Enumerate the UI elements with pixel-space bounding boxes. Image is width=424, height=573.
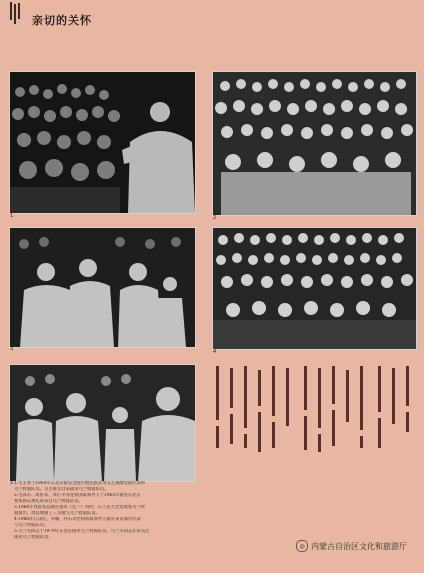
caption-line: 骑演出，周总理接了三首歌与乌兰牧骑队员。 — [14, 511, 100, 516]
photo-number-2: 2 — [213, 215, 217, 221]
page-title: 亲切的关怀 — [32, 14, 92, 27]
photo-4 — [212, 227, 417, 350]
caption-line: 乌兰牧骑队员。毛主席亲自来接见乌兰牧骑队员。 — [14, 487, 109, 492]
photo-number-5: 5 — [10, 480, 14, 486]
caption-line: 参加国庆观礼的来自乌兰牧骑队员。 — [14, 499, 83, 504]
caption-line: 3.1964年周恩来总理在接见（左一）同时，在人民大会堂观看乌兰牧 — [14, 505, 146, 510]
photo-number-4: 4 — [213, 349, 217, 355]
caption-line: 接见乌兰牧骑队员。 — [14, 535, 53, 540]
photo-number-1: 1 — [10, 213, 14, 219]
photo-number-3: 3 — [10, 346, 14, 352]
photo-1 — [9, 71, 196, 214]
photo-2 — [212, 71, 417, 216]
caption-line: 2.毛泽东、周恩来、邓小平等党和国家领导人于1965年接见在北京 — [14, 493, 141, 498]
mongolian-script-text-block — [212, 366, 418, 482]
watermark-text: 内蒙古自治区文化和旅游厅 — [311, 541, 407, 551]
caption-line: 5.乌兰夫同志于1979年在北京接见乌兰牧骑队员。乌兰夫同志非常关注 — [14, 529, 150, 534]
caption-line: 4.1988年江泽民、李鹏、乔石等党和国家领导人接见来京演出代表 — [14, 517, 141, 522]
photo-5 — [9, 364, 196, 482]
watermark — [296, 539, 407, 553]
photo-captions — [14, 481, 214, 541]
caption-line: 与乌兰牧骑队员。 — [14, 523, 49, 528]
photo-3 — [9, 227, 196, 348]
mongolian-script-title — [8, 2, 22, 24]
wechat-icon: ◎ — [296, 540, 308, 552]
caption-line: 1.毛主席于1964年在北京接见全国少数民族业余文艺观摩会演代表和 — [14, 481, 146, 486]
